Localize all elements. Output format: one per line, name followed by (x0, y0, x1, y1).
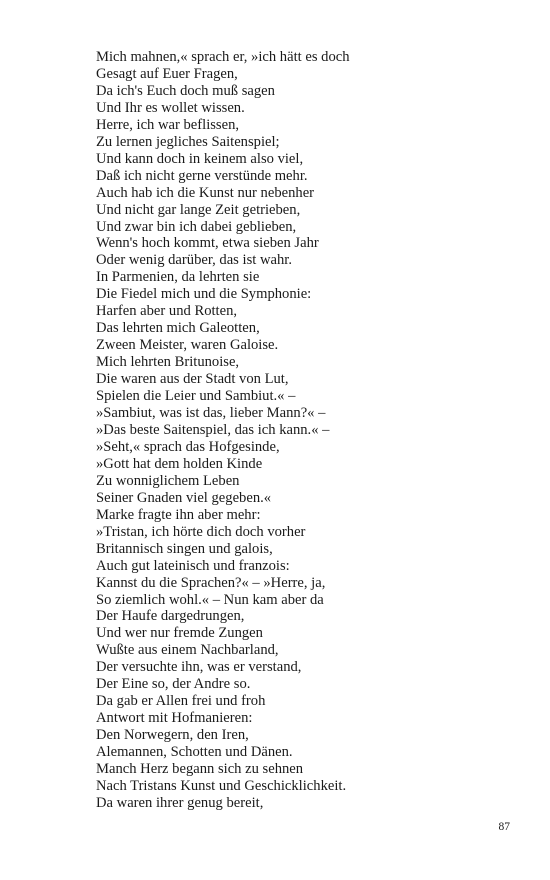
verse-line: Wußte aus einem Nachbarland, (96, 642, 279, 659)
verse-line: Die waren aus der Stadt von Lut, (96, 371, 289, 388)
verse-line: Zu lernen jegliches Saitenspiel; (96, 133, 280, 150)
verse-line: Mich lehrten Britunoise, (96, 354, 240, 371)
verse-line: Zween Meister, waren Galoise. (96, 337, 279, 354)
verse-line: In Parmenien, da lehrten sie (96, 269, 260, 286)
verse-line: Herre, ich war beflissen, (96, 116, 240, 133)
verse-line: Der versuchte ihn, was er verstand, (96, 659, 302, 676)
verse-line: Nach Tristans Kunst und Geschicklichkeit. (96, 777, 347, 794)
verse-line: Und wer nur fremde Zungen (96, 625, 263, 642)
verse-line: Oder wenig darüber, das ist wahr. (96, 252, 292, 269)
verse-line: »Gott hat dem holden Kinde (96, 455, 263, 472)
verse-line: Da waren ihrer genug bereit, (96, 794, 264, 811)
verse-line: Auch hab ich die Kunst nur nebenher (96, 184, 315, 201)
verse-line: Und kann doch in keinem also viel, (96, 150, 304, 167)
verse-line: Harfen aber und Rotten, (96, 303, 238, 320)
verse-line: So ziemlich wohl.« – Nun kam aber da (96, 591, 324, 608)
verse-line: Den Norwegern, den Iren, (96, 727, 249, 744)
verse-text (96, 49, 516, 812)
verse-line: Der Eine so, der Andre so. (96, 676, 251, 693)
page-number: 87 (498, 821, 510, 833)
verse-line: »Tristan, ich hörte dich doch vorher (96, 523, 306, 540)
verse-line: Und Ihr es wollet wissen. (96, 99, 245, 116)
verse-line: Das lehrten mich Galeotten, (96, 320, 260, 337)
verse-line: Die Fiedel mich und die Symphonie: (96, 286, 312, 303)
verse-line: »Seht,« sprach das Hofgesinde, (96, 438, 280, 455)
verse-line: »Das beste Saitenspiel, das ich kann.« – (96, 421, 330, 438)
verse-line: »Sambiut, was ist das, lieber Mann?« – (96, 405, 326, 422)
verse-line: Antwort mit Hofmanieren: (96, 710, 253, 727)
verse-line: Manch Herz begann sich zu sehnen (96, 761, 304, 778)
verse-line: Seiner Gnaden viel gegeben.« (96, 489, 272, 506)
verse-line: Gesagt auf Euer Fragen, (96, 65, 238, 82)
verse-line: Zu wonniglichem Leben (96, 472, 240, 489)
verse-line: Der Haufe dargedrungen, (96, 608, 245, 625)
verse-line: Marke fragte ihn aber mehr: (96, 506, 261, 523)
verse-line: Und zwar bin ich dabei geblieben, (96, 218, 297, 235)
verse-line: Alemannen, Schotten und Dänen. (96, 744, 293, 761)
verse-line: Kannst du die Sprachen?« – »Herre, ja, (96, 574, 326, 591)
verse-line: Wenn's hoch kommt, etwa sieben Jahr (96, 235, 319, 252)
verse-line: Da gab er Allen frei und froh (96, 693, 266, 710)
verse-line: Auch gut lateinisch und franzois: (96, 557, 290, 574)
verse-line: Mich mahnen,« sprach er, »ich hätt es doch (96, 49, 350, 65)
verse-line: Da ich's Euch doch muß sagen (96, 82, 275, 99)
verse-line: Spielen die Leier und Sambiut.« – (96, 388, 296, 405)
verse-line: Und nicht gar lange Zeit getrieben, (96, 201, 301, 218)
verse-line: Britannisch singen und galois, (96, 540, 273, 557)
verse-line: Daß ich nicht gerne verstünde mehr. (96, 167, 308, 184)
